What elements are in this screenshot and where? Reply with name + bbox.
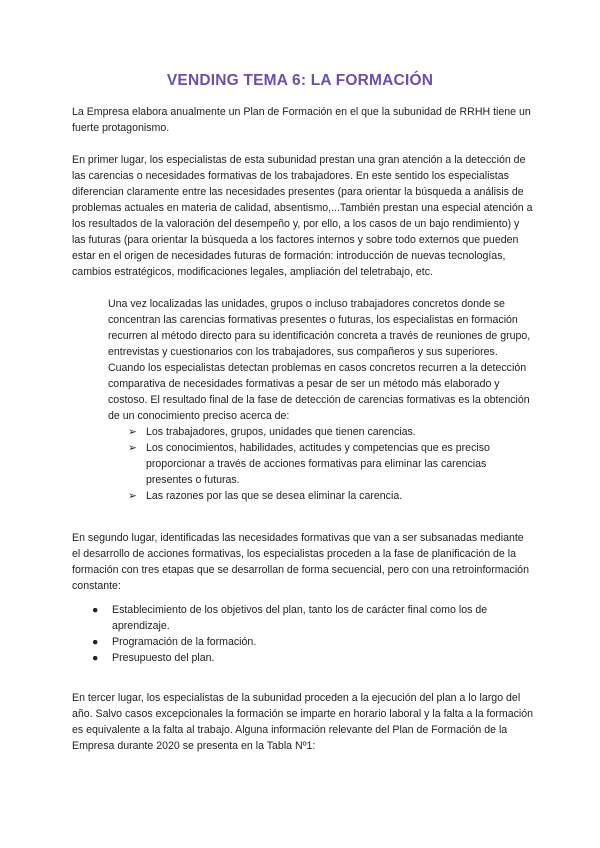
page-title: VENDING TEMA 6: LA FORMACIÓN <box>166 72 434 89</box>
arrow-bullet-icon: ➢ <box>128 490 137 502</box>
indented-paragraph: Una vez localizadas las unidades, grupos o incluso trabajadores concretos donde se concentran las carencias formativas presentes o futuras, los especialistas en formación recurren al método directo para su identificación concreta a través de reuniones de grupo, entrevistas y cuestionarios con los trabajadores, sus compañeros y sus superiores. Cuando los especialistas detectan problemas en casos concretos recurren a la detección comparativa de necesidades formativas a pesar de ser un método más elaborado y costoso. El resultado final de la fase de detección de carencias formativas es la obtención de un conocimiento preciso acerca de: <box>108 298 531 422</box>
bullet-icon: ● <box>92 604 99 616</box>
list-item: ➢ Los conocimientos, habilidades, actitudes y competencias que es preciso proporcionar a través de acciones formativas para eliminar las carencias presentes o futuras. <box>128 442 490 486</box>
list-item: ● Presupuesto del plan. <box>92 652 215 664</box>
list-item: ● Establecimiento de los objetivos del plan, tanto los de carácter final como los de aprendizaje. <box>92 604 488 632</box>
arrow-bullet-icon: ➢ <box>128 442 137 454</box>
list-item: ● Programación de la formación. <box>92 636 257 648</box>
bullet-icon: ● <box>92 636 99 648</box>
bullet-list <box>92 602 532 666</box>
bullet-icon: ● <box>92 652 99 664</box>
first-paragraph: En primer lugar, los especialistas de esta subunidad prestan una gran atención a la detección de las carencias o necesidades formativas de los trabajadores. En este sentido los especialistas diferencian claramente entre las necesidades presentes (para orientar la búsqueda a análisis de problemas actuales en materia de calidad, absentismo,...También prestan una especial atención a los resultados de la valoración del desempeño y, por ello, a los casos de un bajo rendimiento) y las futuras (para orientar la búsqueda a los factores internos y sobre todo externos que pueden estar en el origen de necesidades futuras de formación: introducción de nuevas tecnologías, cambios estratégicos, modificaciones legales, ampliación del teletrabajo, etc. <box>72 154 533 278</box>
list-item: ➢ Los trabajadores, grupos, unidades que tienen carencias. <box>128 426 416 438</box>
third-paragraph: En tercer lugar, los especialistas de la subunidad proceden a la ejecución del plan a lo largo del año. Salvo casos excepcionales la formación se imparte en horario laboral y la falta a la formación es equivalente a la falta al trabajo. Alguna información relevante del Plan de Formación de la Empresa durante 2020 se presenta en la Tabla Nº1: <box>72 692 534 752</box>
intro-paragraph: La Empresa elabora anualmente un Plan de Formación en el que la subunidad de RRHH tiene un fuerte protagonismo. <box>72 106 531 134</box>
arrow-bullet-icon: ➢ <box>128 426 137 438</box>
second-paragraph: En segundo lugar, identificadas las necesidades formativas que van a ser subsanadas mediante el desarrollo de acciones formativas, los especialistas proceden a la fase de planificación de la formación con tres etapas que se desarrollan de forma secuencial, pero con una retroinformación constante: <box>72 532 529 592</box>
arrow-list <box>128 424 528 504</box>
list-item: ➢ Las razones por las que se desea eliminar la carencia. <box>128 490 403 502</box>
